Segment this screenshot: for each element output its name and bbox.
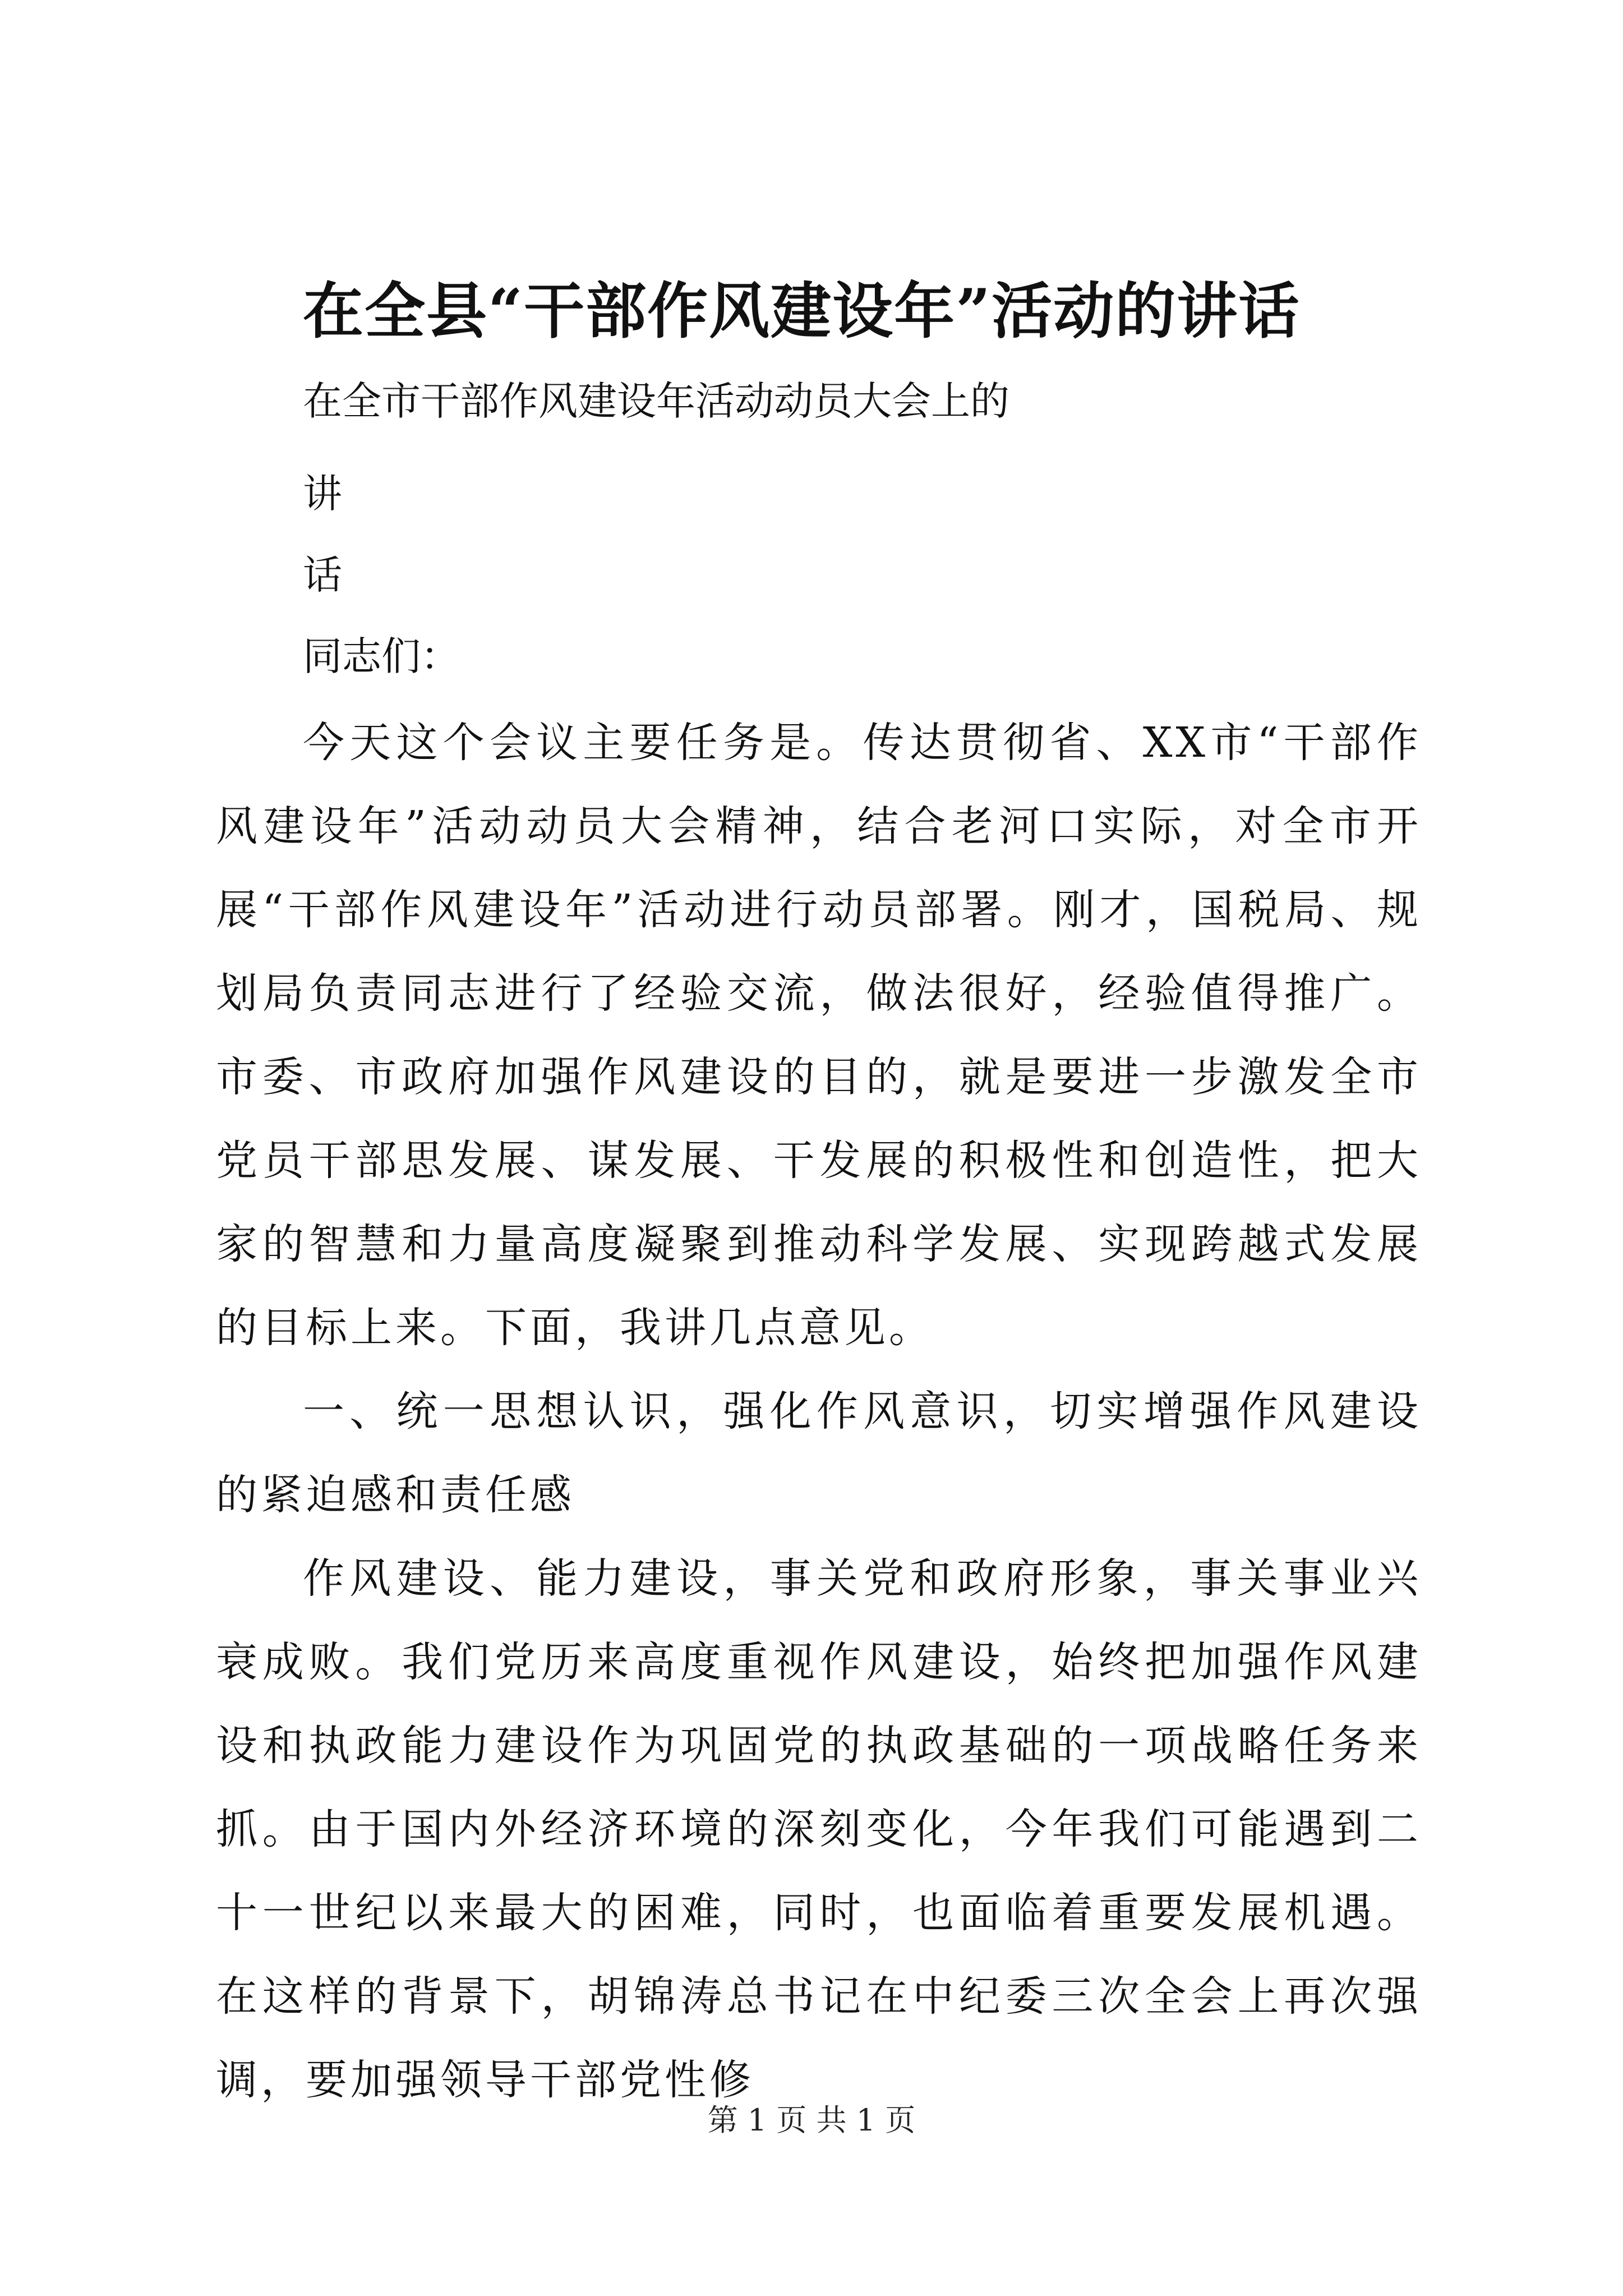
document-subtitle: 在全市干部作风建设年活动动员大会上的	[303, 378, 1009, 424]
paragraph: 今天这个会议主要任务是。传达贯彻省、XX市“干部作风建设年”活动动员大会精神，结合老河口实际，对全市开展“干部作风建设年”活动进行动员部署。刚才，国税局、规划局负责同志进行了经验交流，做法很好，经验值得推广。市委、市政府加强作风建设的目的，就是要进一步激发全市党员干部思发展、谋发展、干发展的积极性和创造性，把大家的智慧和力量高度凝聚到推动科学发展、实现跨越式发展的目标上来。下面，我讲几点意见。	[216, 719, 1422, 1352]
document-subtitle-line3: 话	[303, 552, 342, 598]
document-subtitle-line2: 讲	[303, 471, 342, 517]
document-title: 在全县“干部作风建设年”活动的讲话	[303, 276, 1301, 347]
page-number-footer: 第 1 页 共 1 页	[707, 2102, 916, 2138]
paragraph: 作风建设、能力建设，事关党和政府形象，事关事业兴衰成败。我们党历来高度重视作风建设，始终把加强作风建设和执政能力建设作为巩固党的执政基础的一项战略任务来抓。由于国内外经济环境的深刻变化，今年我们可能遇到二十一世纪以来最大的困难，同时，也面临着重要发展机遇。在这样的背景下，胡锦涛总书记在中纪委三次全会上再次强调，要加强领导干部党性修	[216, 1554, 1422, 2104]
salutation: 同志们：	[303, 633, 460, 679]
document-body	[216, 701, 1422, 2122]
section-heading: 一、统一思想认识，强化作风意识，切实增强作风建设的紧迫感和责任感	[216, 1387, 1422, 1519]
